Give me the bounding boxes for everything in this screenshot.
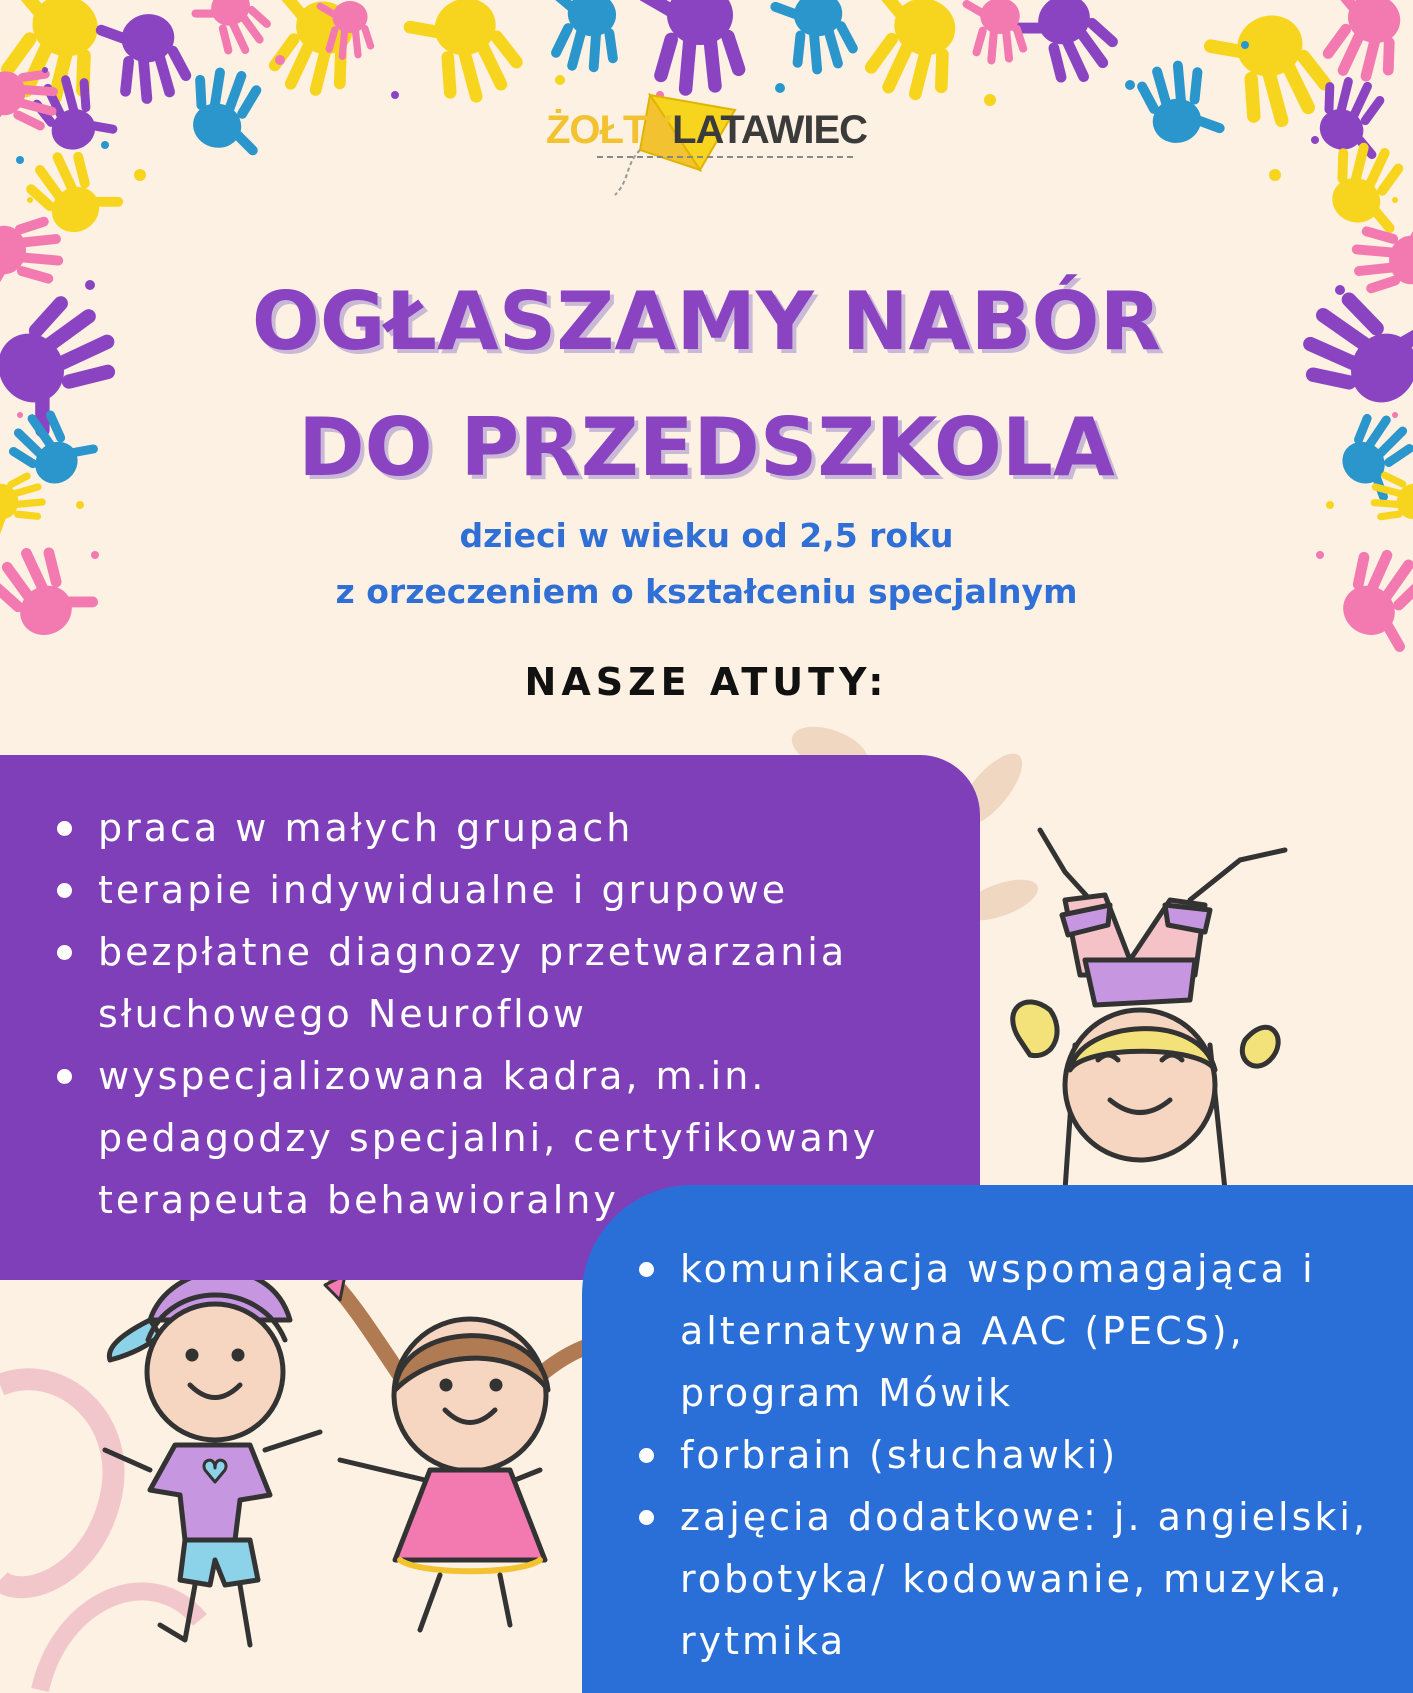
handstand-girl-illustration [1013, 830, 1285, 1200]
list-item: zajęcia dodatkowe: j. angielski, robotyka/ kodowanie, muzyka, rytmika [636, 1486, 1396, 1672]
features-list-left [54, 797, 904, 1231]
features-list-right [636, 1238, 1396, 1672]
list-item: komunikacja wspomagająca i alternatywna AAC (PECS), program Mówik [636, 1238, 1396, 1424]
list-item: wyspecjalizowana kadra, m.in. pedagodzy specjalni, certyfikowany terapeuta behawioralny [54, 1045, 904, 1231]
logo-underline [597, 156, 853, 158]
headline-line-2: DO PRZEDSZKOLA [298, 401, 1115, 494]
subheadline-line-1: dzieci w wieku od 2,5 roku [459, 516, 954, 555]
list-item: terapie indywidualne i grupowe [54, 859, 904, 921]
logo-word-zolty: ŻOŁTY [545, 108, 673, 152]
logo-wordmark [0, 108, 1413, 153]
list-item: praca w małych grupach [54, 797, 904, 859]
section-heading: NASZE ATUTY: [524, 660, 889, 704]
headline-line-1: OGŁASZAMY NABÓR [251, 275, 1162, 368]
list-item: forbrain (słuchawki) [636, 1424, 1396, 1486]
girl-with-braids-illustration [325, 1275, 625, 1630]
logo-word-latawiec: LATAWIEC [672, 108, 868, 152]
list-item: bezpłatne diagnozy przetwarzania słuchowego Neuroflow [54, 921, 904, 1045]
subheadline-line-2: z orzeczeniem o kształceniu specjalnym [335, 572, 1078, 611]
